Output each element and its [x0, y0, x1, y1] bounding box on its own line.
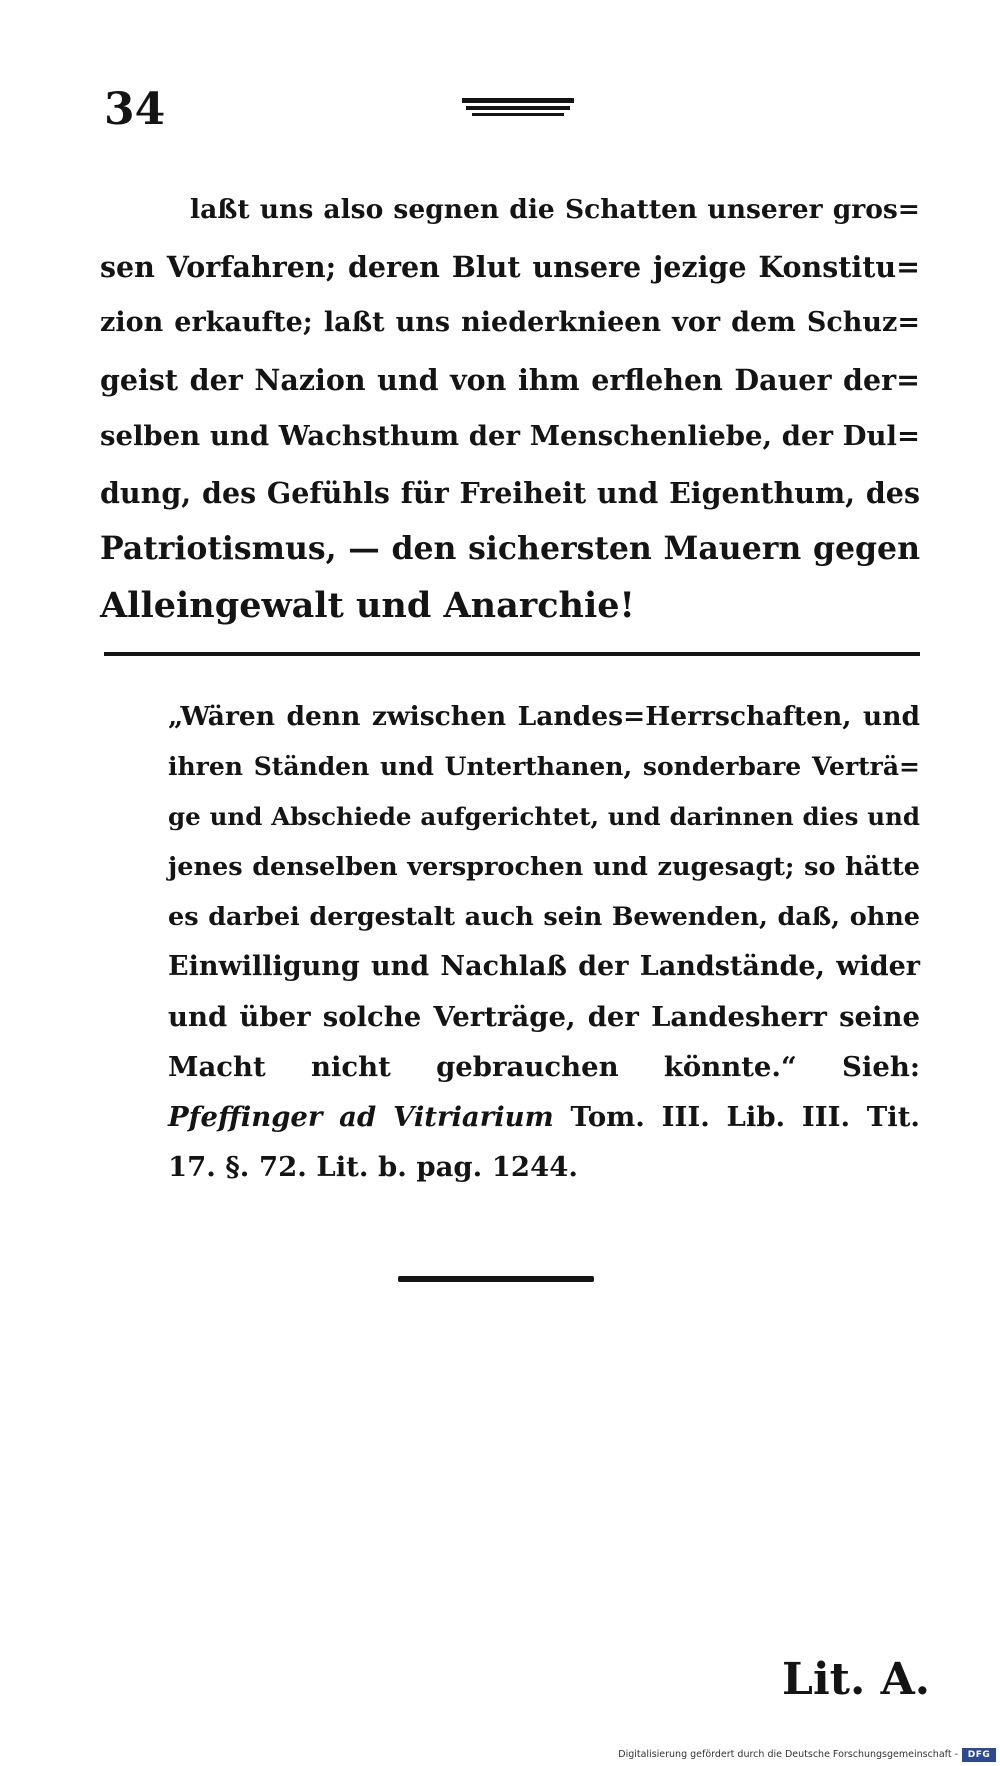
main-paragraph: [100, 182, 920, 634]
footnote-line: Einwilligung und Nachlaß der Landstände, wider: [168, 951, 920, 982]
footnote-line: es darbei dergestalt auch sein Bewenden, daß, ohne: [168, 902, 920, 932]
catchword: Lit. A.: [782, 1654, 931, 1705]
footnote-line: ihren Ständen und Unterthanen, sonderbare Verträ=: [168, 752, 920, 781]
main-text-line: sen Vorfahren; deren Blut unsere jezige Konstitu=: [100, 249, 920, 284]
end-rule: [398, 1276, 594, 1282]
footnote-line: jenes denselben versprochen und zugesagt; so hätte: [168, 852, 920, 882]
header-ornament: [462, 98, 574, 120]
main-text-line: zion erkaufte; laßt uns niederknieen vor dem Schuz=: [100, 307, 920, 338]
digitization-note: Digitalisierung gefördert durch die Deutsche Forschungsgemeinschaft -: [618, 1749, 958, 1760]
main-text-line: laßt uns also segnen die Schatten unserer gros=: [190, 194, 920, 225]
footnote: [168, 692, 920, 1192]
page-number: 34: [104, 84, 166, 135]
main-text-line: selben und Wachsthum der Menschenliebe, der Dul=: [100, 420, 920, 452]
citation-reference: Tom. III. Lib. III. Tit.: [570, 1101, 920, 1133]
main-text-line: geist der Nazion und von ihm erflehen Dauer der=: [100, 362, 920, 397]
footnote-line: Macht nicht gebrauchen könnte.“ Sieh:: [168, 1051, 920, 1083]
footnote-line: „Wären denn zwischen Landes=Herrschaften, und: [168, 701, 920, 732]
footnote-citation-page: 17. §. 72. Lit. b. pag. 1244.: [168, 1151, 578, 1183]
footnote-line: ge und Abschiede aufgerichtet, und darinnen dies und: [168, 802, 920, 831]
main-text-line: Patriotismus, — den sichersten Mauern gegen: [100, 530, 920, 567]
citation-source: Pfeffinger ad Vitriarium: [168, 1101, 554, 1133]
main-text-line: dung, des Gefühls für Freiheit und Eigenthum, des: [100, 475, 920, 510]
footnote-divider: [104, 651, 920, 659]
footnote-citation-line: [168, 1092, 920, 1142]
footnote-line: und über solche Verträge, der Landesherr seine: [168, 1001, 920, 1033]
dfg-logo: DFG: [962, 1748, 996, 1762]
main-text-line: Alleingewalt und Anarchie!: [100, 584, 635, 626]
